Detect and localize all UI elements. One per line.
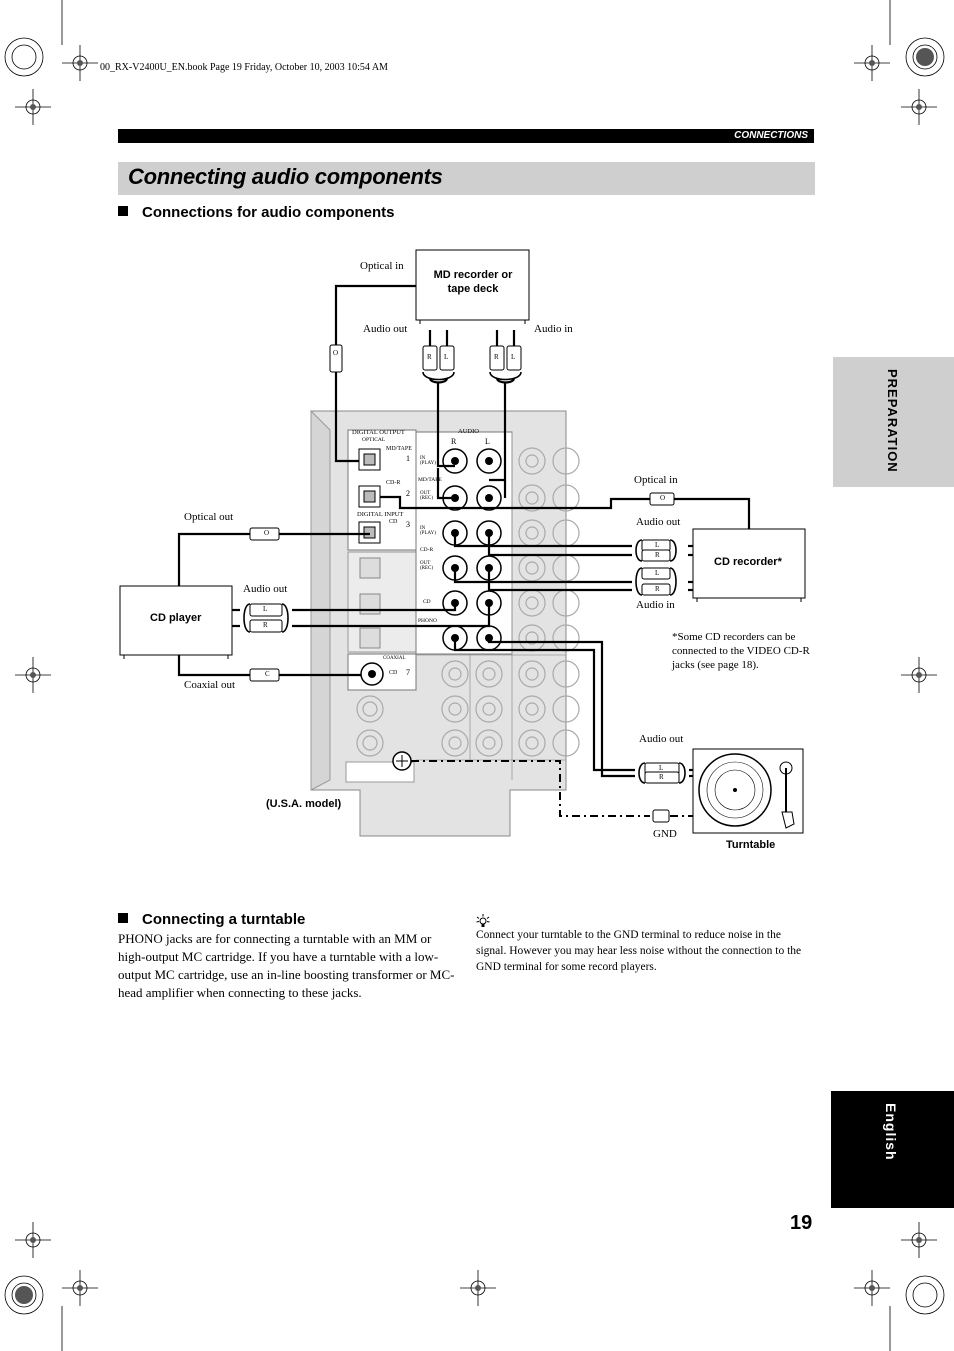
panel-audio-label: AUDIO [458,428,479,435]
page-title: Connecting audio components [128,164,443,189]
tip-paragraph: Connect your turntable to the GND terminal to reduce noise in the signal. However you may hear less noise without the connection to the GND terminal for some record players. [476,929,802,973]
panel-cd-label-2: CD [423,599,431,605]
panel-cd-label: CD [389,519,398,525]
panel-digital-input-label: DIGITAL INPUT [357,511,404,518]
panel-out-rec-label: OUT (REC) [420,491,434,501]
panel-md-tape-label-2: MD/TAPE [418,477,442,483]
plug-label-l-6: L [659,764,664,772]
plug-label-l-2: L [511,353,516,361]
panel-number-1: 1 [406,454,410,463]
panel-out-rec-label-2: OUT (REC) [420,561,434,571]
label-optical-in-md: Optical in [360,260,404,272]
plug-label-o-2: O [660,494,666,502]
panel-cd-r-label-2: CD-R [420,547,434,553]
panel-optical-label: OPTICAL [362,437,386,443]
panel-md-tape-label: MD/TAPE [386,446,412,452]
usa-model-label: (U.S.A. model) [266,798,342,810]
plug-label-c: C [265,670,270,678]
label-audio-in-cdr: Audio in [636,599,675,611]
panel-coaxial-label: COAXIAL [383,656,406,661]
panel-cd-label-3: CD [389,670,398,676]
label-audio-out-turntable: Audio out [639,733,684,745]
panel-phono-label: PHONO [418,618,437,624]
plug-label-r-5: R [263,621,268,629]
panel-in-play-label-2: IN (PLAY) [420,526,436,536]
print-info-line: 00_RX-V2400U_EN.book Page 19 Friday, October 10, 2003 10:54 AM [100,62,388,73]
label-audio-out-cd: Audio out [243,583,288,595]
plug-label-l-3: L [655,541,660,549]
label-audio-out-md: Audio out [363,323,408,335]
cd-recorder-label: CD recorder* [714,556,782,568]
section-heading-turntable: Connecting a turntable [118,911,305,928]
plug-label-o-3: O [264,529,270,537]
page-number: 19 [790,1212,813,1234]
label-audio-out-cdr: Audio out [636,516,681,528]
panel-r-label: R [451,437,457,446]
side-tab-english-label: English [883,1103,899,1161]
plug-label-r-2: R [494,353,499,361]
label-optical-in-cdr: Optical in [634,474,678,486]
plug-label-r-3: R [655,551,660,559]
md-recorder-label: MD recorder or tape deck [433,269,513,295]
panel-digital-output-label: DIGITAL OUTPUT [352,429,405,436]
panel-number-7: 7 [406,668,410,677]
plug-label-r-6: R [659,773,664,781]
plug-label-r: R [427,353,432,361]
plug-label-l: L [444,353,449,361]
plug-label-l-5: L [263,605,268,613]
label-optical-out-cd: Optical out [184,511,234,523]
panel-in-play-label: IN (PLAY) [420,456,436,466]
side-tab-preparation-label: PREPARATION [885,369,900,473]
plug-label-r-4: R [655,585,660,593]
label-coaxial-out-cd: Coaxial out [184,679,236,691]
panel-number-2: 2 [406,489,410,498]
plug-label-o: O [333,349,339,357]
section-header-label: CONNECTIONS [734,130,808,141]
label-gnd: GND [653,828,677,840]
cd-player-label: CD player [150,612,202,624]
panel-l-label: L [485,437,490,446]
label-audio-in-md: Audio in [534,323,573,335]
turntable-paragraph: PHONO jacks are for connecting a turntable with an MM or high-output MC cartridge. If you have a turntable with a low-output MC cartridge, use an in-line boosting transformer or MC-head amplifier when connecting to these jacks. [118,931,455,1000]
panel-number-3: 3 [406,520,410,529]
panel-cd-r-label: CD-R [386,480,401,486]
cd-recorder-footnote: *Some CD recorders can be connected to the VIDEO CD-R jacks (see page 18). [672,631,810,671]
section-heading-audio-components: Connections for audio components [118,204,395,221]
turntable-label: Turntable [726,839,776,851]
plug-label-l-4: L [655,569,660,577]
